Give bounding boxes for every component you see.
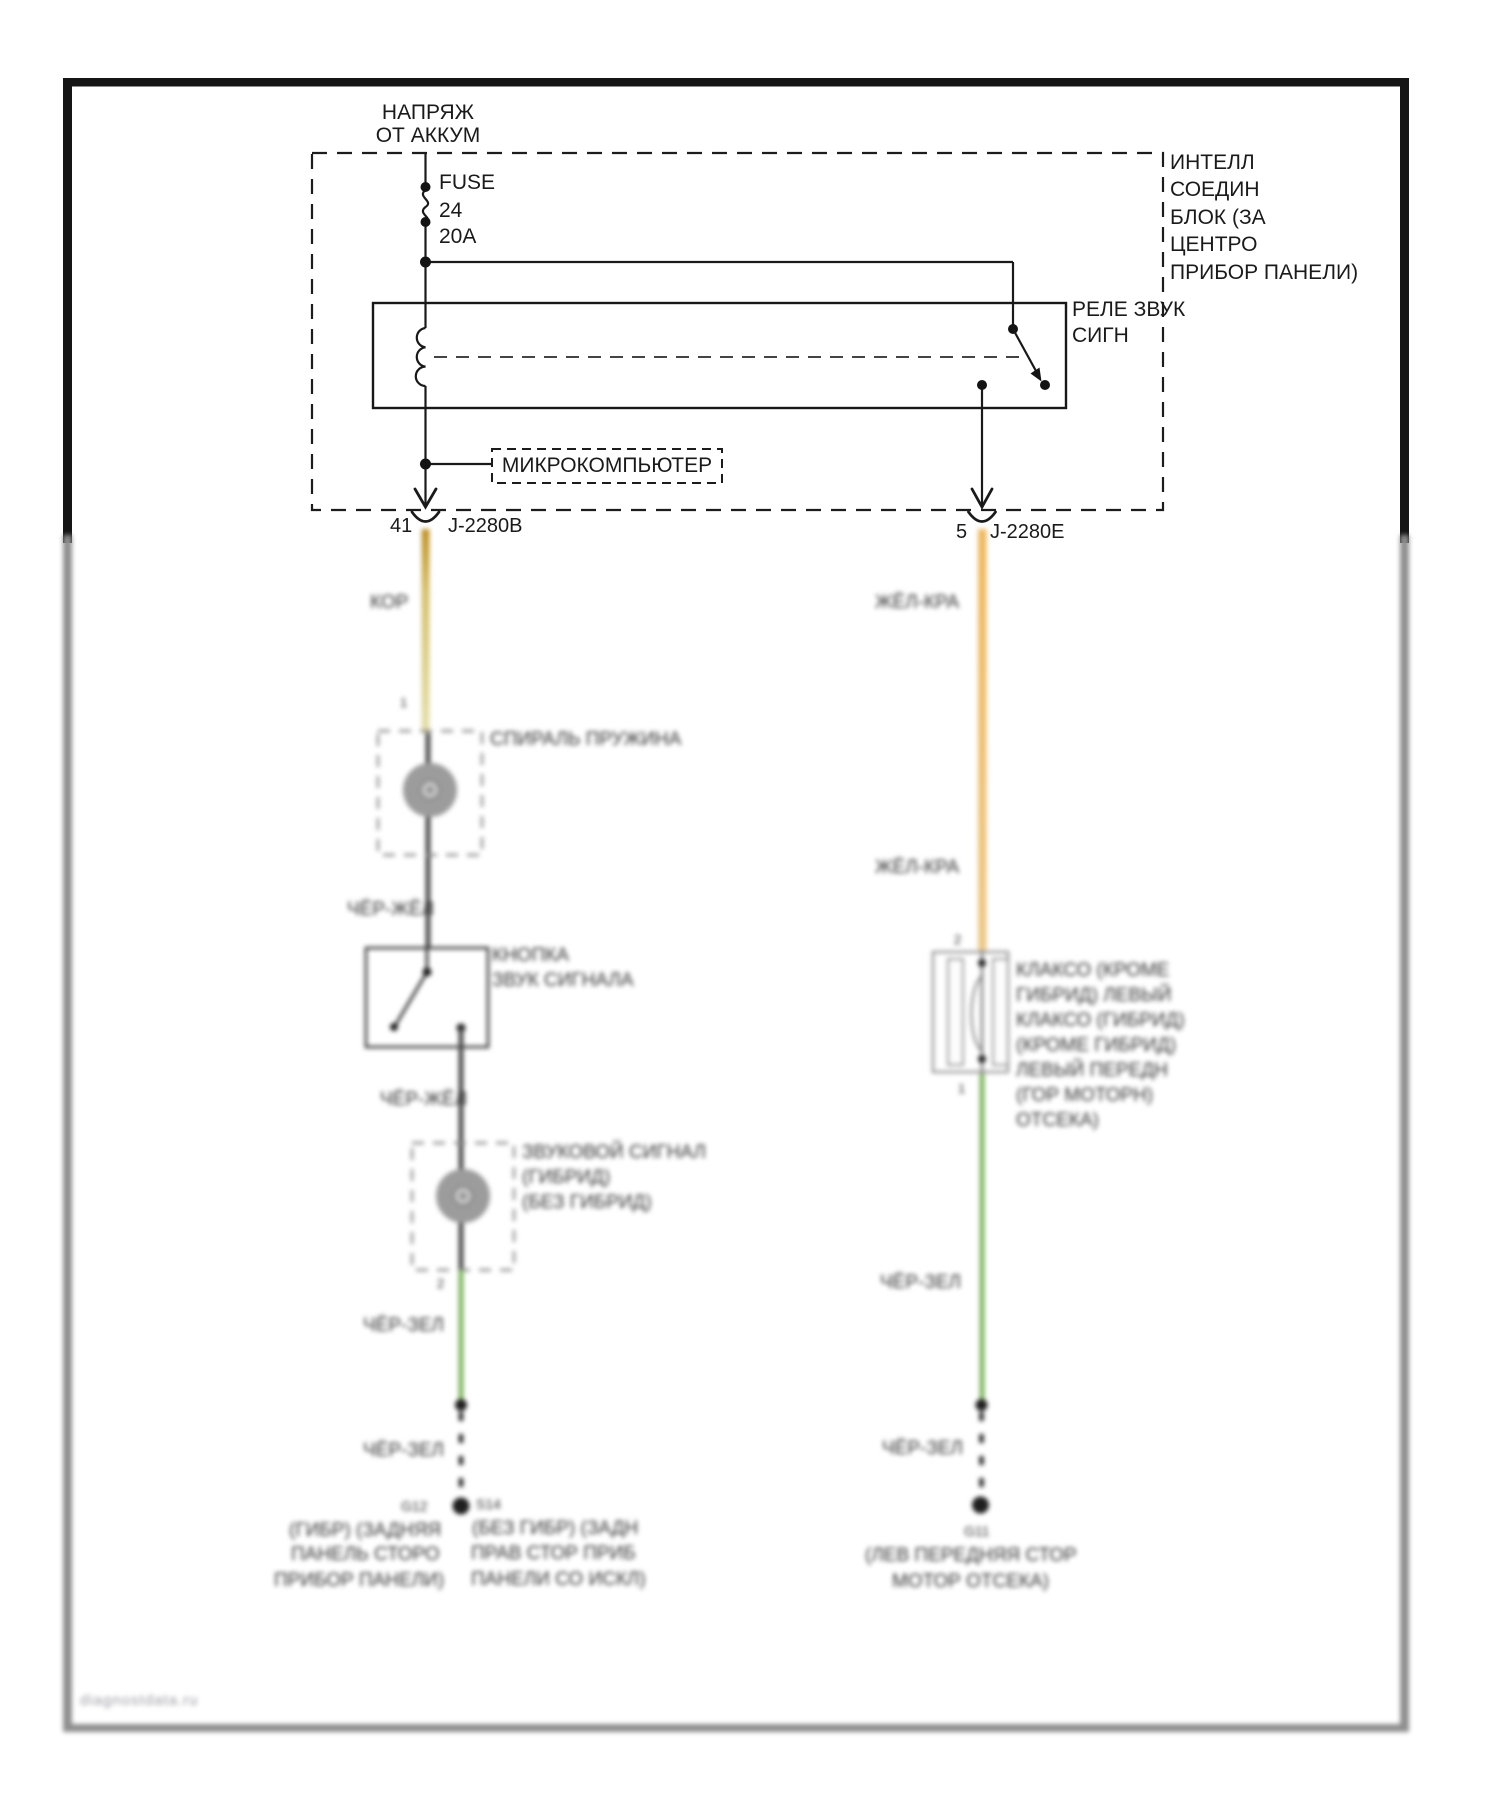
ground-note-line: (ГИБР) (ЗАДНЯЯ bbox=[289, 1520, 442, 1541]
junction-block-label-line: БЛОК (ЗА bbox=[1170, 205, 1266, 229]
junction-block-label-line: ЦЕНТРО bbox=[1170, 233, 1258, 257]
splice-id: S14 bbox=[476, 1496, 501, 1512]
inline-connector-label-line: ОТСЕКА) bbox=[1016, 1110, 1099, 1131]
inline-connector-label bbox=[1016, 958, 1185, 1133]
inline-connector-label-line: КЛАКСО (ГИБРИД) bbox=[1016, 1010, 1185, 1031]
splice-dot-right bbox=[976, 1399, 988, 1411]
horn-label-line: (ГИБРИД) bbox=[522, 1167, 611, 1188]
inline-connector-label-line: КЛАКСО (КРОМЕ bbox=[1016, 960, 1170, 981]
microcomputer-label: МИКРОКОМПЬЮТЕР bbox=[501, 454, 713, 477]
wire-color-label: КОР bbox=[370, 592, 409, 613]
ground-note-line: (БЕЗ ГИБР) (ЗАДН bbox=[472, 1518, 639, 1539]
inline-connector-label-line: (ГОР МОТОРН) bbox=[1016, 1085, 1154, 1106]
junction-block-label-line: СОЕДИН bbox=[1170, 178, 1260, 202]
wire-color-label: ЖЁЛ-КРА bbox=[875, 857, 960, 878]
ground-note-line: ПАНЕЛЬ СТОРО bbox=[291, 1544, 440, 1565]
splice-dot-left bbox=[455, 1399, 467, 1411]
inline-connector-label-line: (КРОМЕ ГИБРИД) bbox=[1016, 1035, 1177, 1056]
horn-switch-label-line: КНОПКА bbox=[492, 945, 569, 966]
watermark-text: diagnostdata.ru bbox=[80, 1692, 199, 1709]
wire-color-label: ЧЁР-ЗЕЛ bbox=[880, 1272, 961, 1293]
fuse-number: 24 bbox=[439, 199, 463, 222]
horn-label-line: ЗВУКОВОЙ СИГНАЛ bbox=[522, 1142, 706, 1163]
ground-id: G12 bbox=[401, 1498, 428, 1514]
wire-color-label: ЧЁР-ЗЕЛ bbox=[363, 1315, 444, 1336]
connector-pin-right: 5 bbox=[956, 521, 968, 543]
horn-switch-label-line: ЗВУК СИГНАЛА bbox=[492, 969, 634, 991]
pin-number: 1 bbox=[958, 1081, 966, 1096]
inline-connector-component bbox=[933, 950, 1008, 1074]
ground-note-line: ПАНЕЛИ СО ИСКЛ) bbox=[471, 1569, 646, 1590]
wire-yellow-left bbox=[422, 529, 430, 733]
connector-id-left: J-2280B bbox=[448, 515, 523, 537]
pin-number: 2 bbox=[954, 932, 962, 947]
pin-number: 2 bbox=[437, 1276, 445, 1291]
ground-dot-left bbox=[453, 1498, 470, 1515]
connector-id-right: J-2280E bbox=[990, 521, 1065, 543]
wire-color-label: ЧЁР-ЗЕЛ bbox=[363, 1440, 444, 1461]
wire-color-label: ЖЁЛ-КРА bbox=[875, 592, 960, 613]
ground-id: G11 bbox=[964, 1523, 990, 1539]
wire-color-label: ЧЁР-ЖЁЛ bbox=[380, 1089, 468, 1110]
battery-voltage-label-line2: ОТ АККУМ bbox=[375, 124, 481, 147]
horn-switch-label bbox=[492, 944, 634, 993]
battery-voltage-label-line1: НАПРЯЖ bbox=[381, 101, 475, 124]
ground-note-line: МОТОР ОТСЕКА) bbox=[892, 1571, 1049, 1592]
horn-label-line: (БЕЗ ГИБРИД) bbox=[522, 1192, 652, 1213]
clock-spring-label: СПИРАЛЬ ПРУЖИНА bbox=[490, 729, 682, 750]
pin-number: 1 bbox=[400, 695, 408, 710]
fuse-rating: 20A bbox=[439, 225, 477, 248]
horn-label bbox=[522, 1140, 706, 1215]
wire-color-label: ЧЁР-ЖЁЛ bbox=[347, 899, 435, 920]
ground-note-line: ПРИБОР ПАНЕЛИ) bbox=[274, 1570, 445, 1591]
wire-color-label: ЧЁР-ЗЕЛ bbox=[882, 1438, 963, 1459]
page-frame-gray bbox=[63, 535, 1409, 1732]
ground-note-line: (ЛЕВ ПЕРЕДНЯЯ СТОР bbox=[865, 1545, 1077, 1566]
junction-block-label-line: ПРИБОР ПАНЕЛИ) bbox=[1170, 260, 1359, 284]
connector-pin-left: 41 bbox=[390, 515, 413, 537]
inline-connector-label-line: ГИБРИД) ЛЕВЫЙ bbox=[1016, 985, 1172, 1006]
horn-switch-component bbox=[366, 948, 488, 1047]
wire-orange-right bbox=[978, 529, 987, 950]
horn-relay-label-line: РЕЛЕ ЗВУК bbox=[1072, 298, 1186, 321]
horn-relay-label-line: СИГН bbox=[1072, 324, 1129, 347]
inline-connector-label-line: ЛЕВЫЙ ПЕРЕДН bbox=[1016, 1060, 1168, 1081]
ground-note-line: ПРАВ СТОР ПРИБ bbox=[471, 1543, 636, 1564]
junction-block-label-line: ИНТЕЛЛ bbox=[1170, 151, 1255, 174]
fuse-title: FUSE bbox=[439, 171, 496, 194]
ground-dot-right bbox=[972, 1497, 989, 1514]
